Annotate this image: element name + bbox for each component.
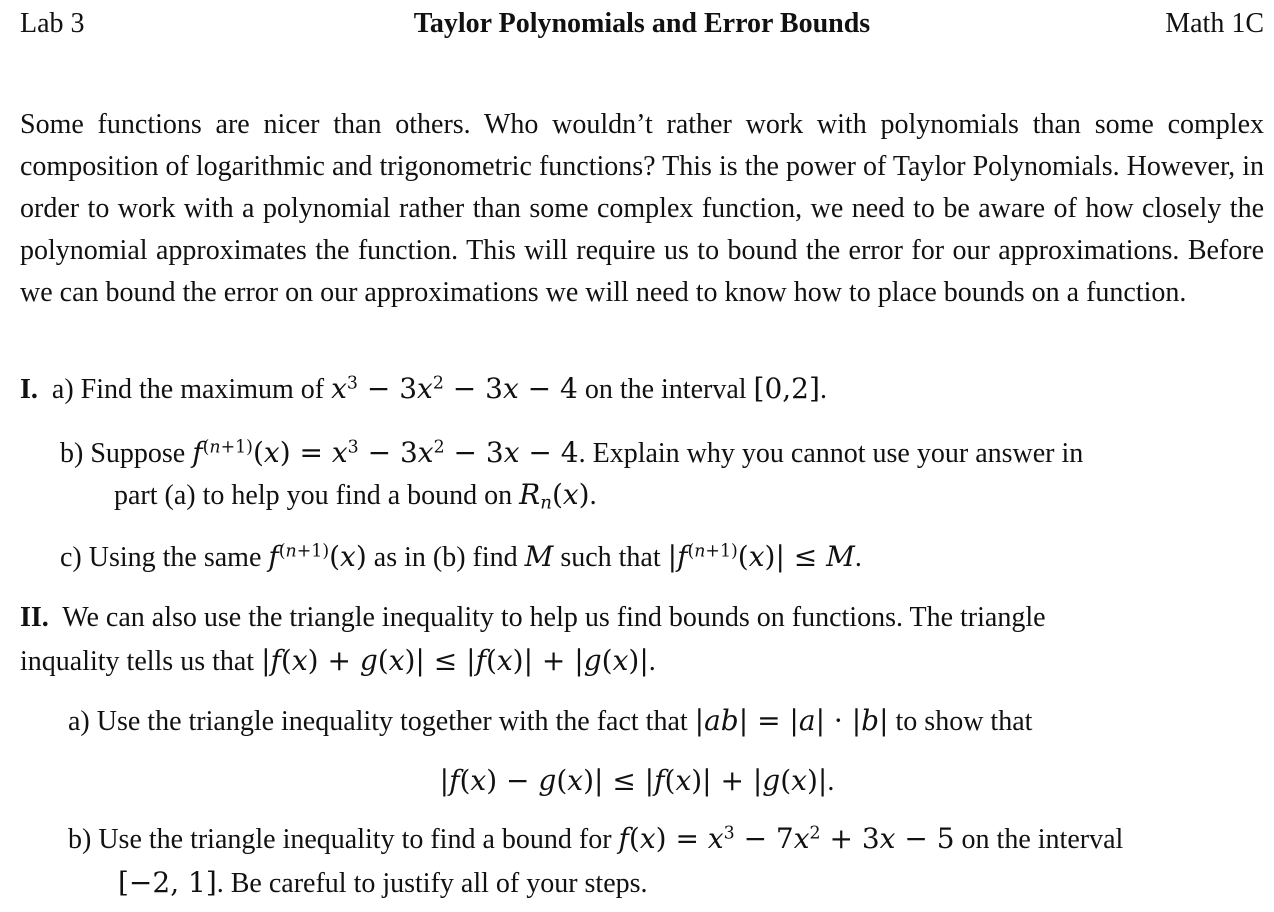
problem-1c-mid: as in (b) find	[373, 542, 518, 573]
problem-1b: b) Suppose $f^{(n+1)}(x) = x^3 - 3x^2 - 3x - 4$. Explain why you cannot use your answer in	[60, 436, 1084, 469]
problem-1b-suffix: . Explain why you cannot use your answer in	[578, 438, 1084, 469]
part-2-intro	[20, 602, 1046, 634]
problem-1b-line2: part (a) to help you find a bound on $R_n(x)$.	[114, 478, 597, 514]
problem-2b-line2-text: . Be careful to justify all of your steps.	[216, 868, 648, 899]
problem-1a: I. a) Find the maximum of $x^3 - 3x^2 - 3x - 4$ on the interval [0,2].	[20, 372, 827, 405]
problem-1c-prefix: c) Using the same	[60, 542, 262, 573]
part-1-label: I.	[20, 374, 38, 405]
header-course: Math 1C	[1165, 8, 1264, 39]
document-title: Taylor Polynomials and Error Bounds	[413, 8, 871, 39]
header-lab-number: Lab 3	[20, 8, 85, 39]
problem-2b: b) Use the triangle inequality to find a bound for $f(x) = x^3 - 7x^2 + 3x - 5$ on the interval	[68, 822, 1124, 855]
problem-1c: c) Using the same $f^{(n+1)}(x)$ as in (b) find M such that $|f^{(n+1)}(x)| \le M$.	[60, 540, 862, 573]
part-2-intro-line2: inquality tells us that |f(x) + g(x)| ≤ |f(x)| + |g(x)|.	[20, 644, 656, 677]
problem-1a-prefix: a) Find the maximum of	[51, 374, 325, 405]
intro-paragraph: Some functions are nicer than others. Who wouldn’t rather work with polynomials than some complex composition of logarithmic and trigonometric functions? This is the power of Taylor Polynomials. However, in order to work with a polynomial rather than some complex function, we need to be aware of how closely the polynomial approximates the function. This will require us to bound the error for our approximations. Before we can bound the error on our approximations we will need to know how to place bounds on a function.	[20, 109, 1264, 308]
problem-2a-suffix: to show that	[895, 706, 1033, 737]
problem-2b-line2: [−2, 1]. Be careful to justify all of your steps.	[118, 866, 648, 899]
problem-1b-prefix: b) Suppose	[60, 438, 186, 469]
problem-1b-line2-text: part (a) to help you find a bound on	[114, 480, 513, 511]
problem-2a-inequality: |f(x) − g(x)| ≤ |f(x)| + |g(x)|.	[439, 764, 835, 797]
part-2-intro-line2-text: inquality tells us that	[20, 646, 255, 677]
problem-2a-text: a) Use the triangle inequality together with the fact that	[68, 706, 688, 737]
part-2-label: II.	[20, 602, 49, 633]
part-2-intro-line1: We can also use the triangle inequality to help us find bounds on functions. The triangle	[62, 602, 1046, 633]
problem-1a-suffix: on the interval	[584, 374, 747, 405]
problem-2a: a) Use the triangle inequality together with the fact that |ab| = |a| · |b| to show that	[68, 704, 1033, 737]
problem-1c-mid2: such that	[560, 542, 661, 573]
problem-2b-suffix: on the interval	[961, 824, 1124, 855]
problem-2b-prefix: b) Use the triangle inequality to find a bound for	[68, 824, 612, 855]
